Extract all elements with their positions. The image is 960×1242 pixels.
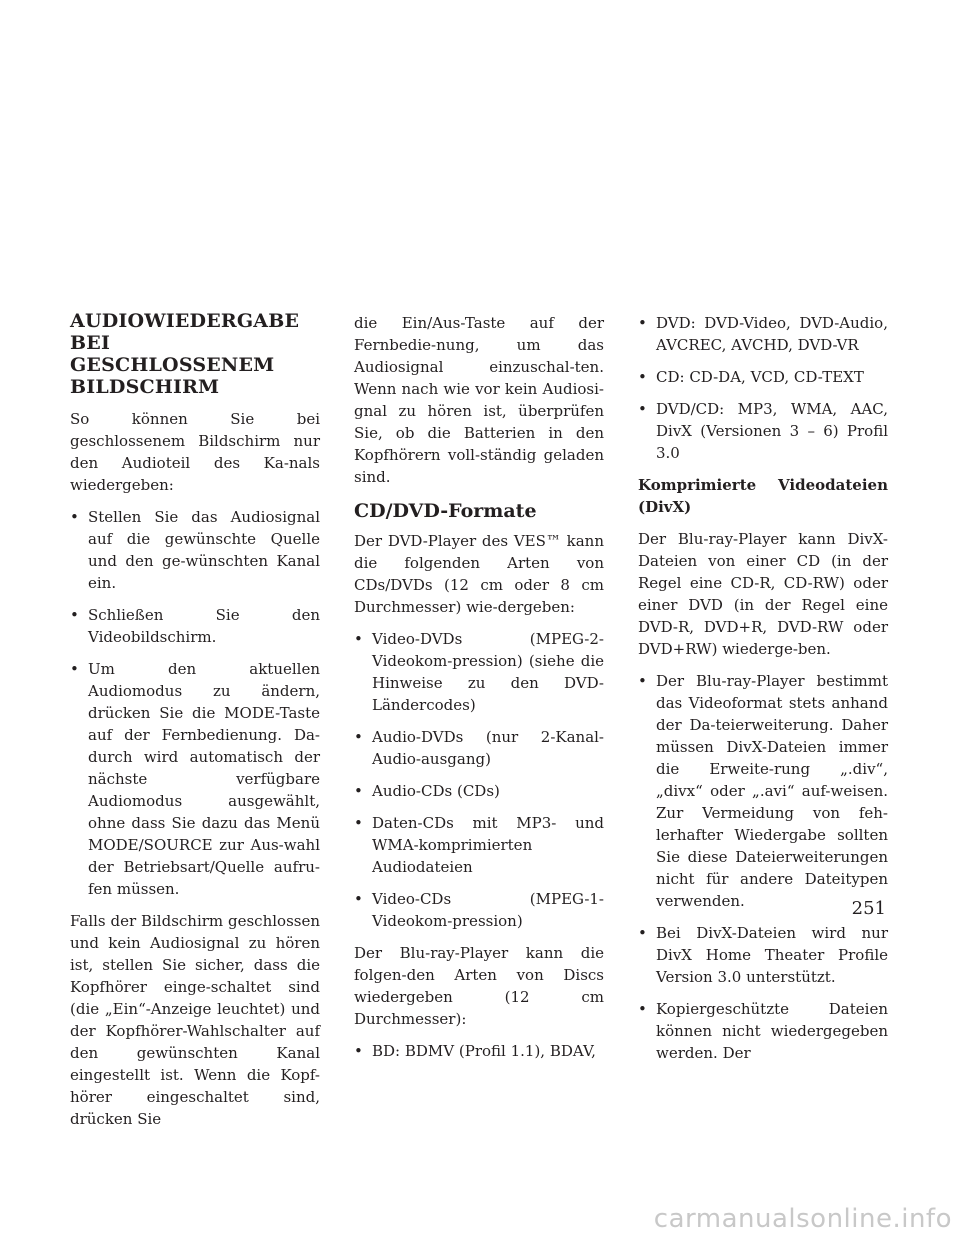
list-item: • Schließen Sie den Videobildschirm. (70, 606, 320, 646)
column-1 (70, 310, 320, 1140)
column-3 (638, 312, 888, 1074)
watermark: carmanualsonline.info (653, 1204, 952, 1234)
subheading-divx: Komprimierte Videodateien (DivX) (638, 476, 888, 516)
bullet-icon: • (638, 314, 647, 332)
bullet-icon: • (70, 606, 79, 624)
bullet-icon: • (354, 728, 363, 746)
list-item: • DVD/CD: MP3, WMA, AAC, DivX (Versionen 3 – 6) Profil 3.0 (638, 400, 888, 462)
list-item: • CD: CD-DA, VCD, CD-TEXT (638, 368, 864, 386)
body-paragraph: Falls der Bildschirm geschlossen und kein Audiosignal zu hören ist, stellen Sie sicher, dass die Kopfhörer einge-schaltet sind (die „Ein“-Anzeige leuchtet) und der Kopfhörer-Wahlschalter auf den gewünschten Kanal eingestellt ist. Wenn die Kopf-hörer eingeschaltet sind, drücken Sie (70, 912, 320, 1128)
list-item: • Daten-CDs mit MP3- und WMA-komprimierten Audiodateien (354, 814, 604, 876)
bullet-list (638, 670, 888, 1064)
intro-paragraph: Der DVD-Player des VES™ kann die folgenden Arten von CDs/DVDs (12 cm oder 8 cm Durchmesser) wie-dergeben: (354, 532, 604, 616)
list-item: • Video-CDs (MPEG-1-Videokom-pression) (354, 890, 604, 930)
bullet-list (354, 628, 604, 932)
body-paragraph: Der Blu-ray-Player kann DivX-Dateien von einer CD (in der Regel eine CD-R, CD-RW) oder einer DVD (in der Regel eine DVD-R, DVD+R, DVD-RW oder DVD+RW) wiederge-ben. (638, 530, 888, 658)
bullet-list (70, 506, 320, 900)
list-item: • Um den aktuellen Audiomodus zu ändern, drücken Sie die MODE-Taste auf der Fernbedienung. Da-durch wird automatisch der nächste verfügbare Audiomodus ausgewählt, ohne dass Sie dazu das Menü MODE/SOURCE zur Aus-wahl der Betriebsart/Quelle aufru-fen müssen. (70, 660, 320, 898)
bullet-icon: • (354, 630, 363, 648)
bullet-icon: • (354, 890, 363, 908)
bullet-icon: • (638, 400, 647, 418)
list-item: • Kopiergeschützte Dateien können nicht wiedergegeben werden. Der (638, 1000, 888, 1062)
list-item: • DVD: DVD-Video, DVD-Audio, AVCREC, AVCHD, DVD-VR (638, 314, 888, 354)
bullet-icon: • (638, 368, 647, 386)
section-heading-audio: AUDIOWIEDERGABE BEI GESCHLOSSENEM BILDSCHIRM (70, 310, 300, 398)
list-item: • Stellen Sie das Audiosignal auf die gewünschte Quelle und den ge-wünschten Kanal ein. (70, 508, 320, 592)
body-paragraph: Der Blu-ray-Player kann die folgen-den Arten von Discs wiedergeben (12 cm Durchmesser): (354, 944, 604, 1028)
bullet-list (638, 312, 888, 464)
bullet-icon: • (638, 1000, 647, 1018)
list-item: • Audio-CDs (CDs) (354, 782, 500, 800)
bullet-icon: • (70, 660, 79, 678)
bullet-icon: • (638, 924, 647, 942)
intro-paragraph: So können Sie bei geschlossenem Bildschirm nur den Audioteil des Ka-nals wiedergeben: (70, 410, 320, 494)
bullet-icon: • (638, 672, 647, 690)
list-item: • Bei DivX-Dateien wird nur DivX Home Theater Profile Version 3.0 unterstützt. (638, 924, 888, 986)
page-number: 251 (851, 898, 886, 919)
column-2 (354, 312, 604, 1072)
bullet-icon: • (354, 814, 363, 832)
bullet-icon: • (354, 782, 363, 800)
continuation-paragraph: die Ein/Aus-Taste auf der Fernbedie-nung, um das Audiosignal einzuschal-ten. Wenn nach wie vor kein Audiosi-gnal zu hören ist, überprüfen Sie, ob die Batterien in den Kopfhörern voll-ständig geladen sind. (354, 314, 604, 486)
list-item: • Video-DVDs (MPEG-2-Videokom-pression) (siehe die Hinweise zu den DVD-Ländercodes) (354, 630, 604, 714)
bullet-list (354, 1040, 604, 1062)
list-item: • BD: BDMV (Profil 1.1), BDAV, (354, 1042, 596, 1060)
list-item: • Der Blu-ray-Player bestimmt das Videoformat stets anhand der Da-teierweiterung. Daher müssen DivX-Dateien immer die Erweite-rung „.div“, „divx“ oder „.avi“ auf-weisen. Zur Vermeidung von feh-lerhafter Wiedergabe sollten Sie diese Dateierweiterungen nicht für andere Dateitypen verwenden. (638, 672, 888, 910)
bullet-icon: • (70, 508, 79, 526)
list-item: • Audio-DVDs (nur 2-Kanal-Audio-ausgang) (354, 728, 604, 768)
bullet-icon: • (354, 1042, 363, 1060)
section-heading-cd-dvd: CD/DVD-Formate (354, 500, 537, 522)
